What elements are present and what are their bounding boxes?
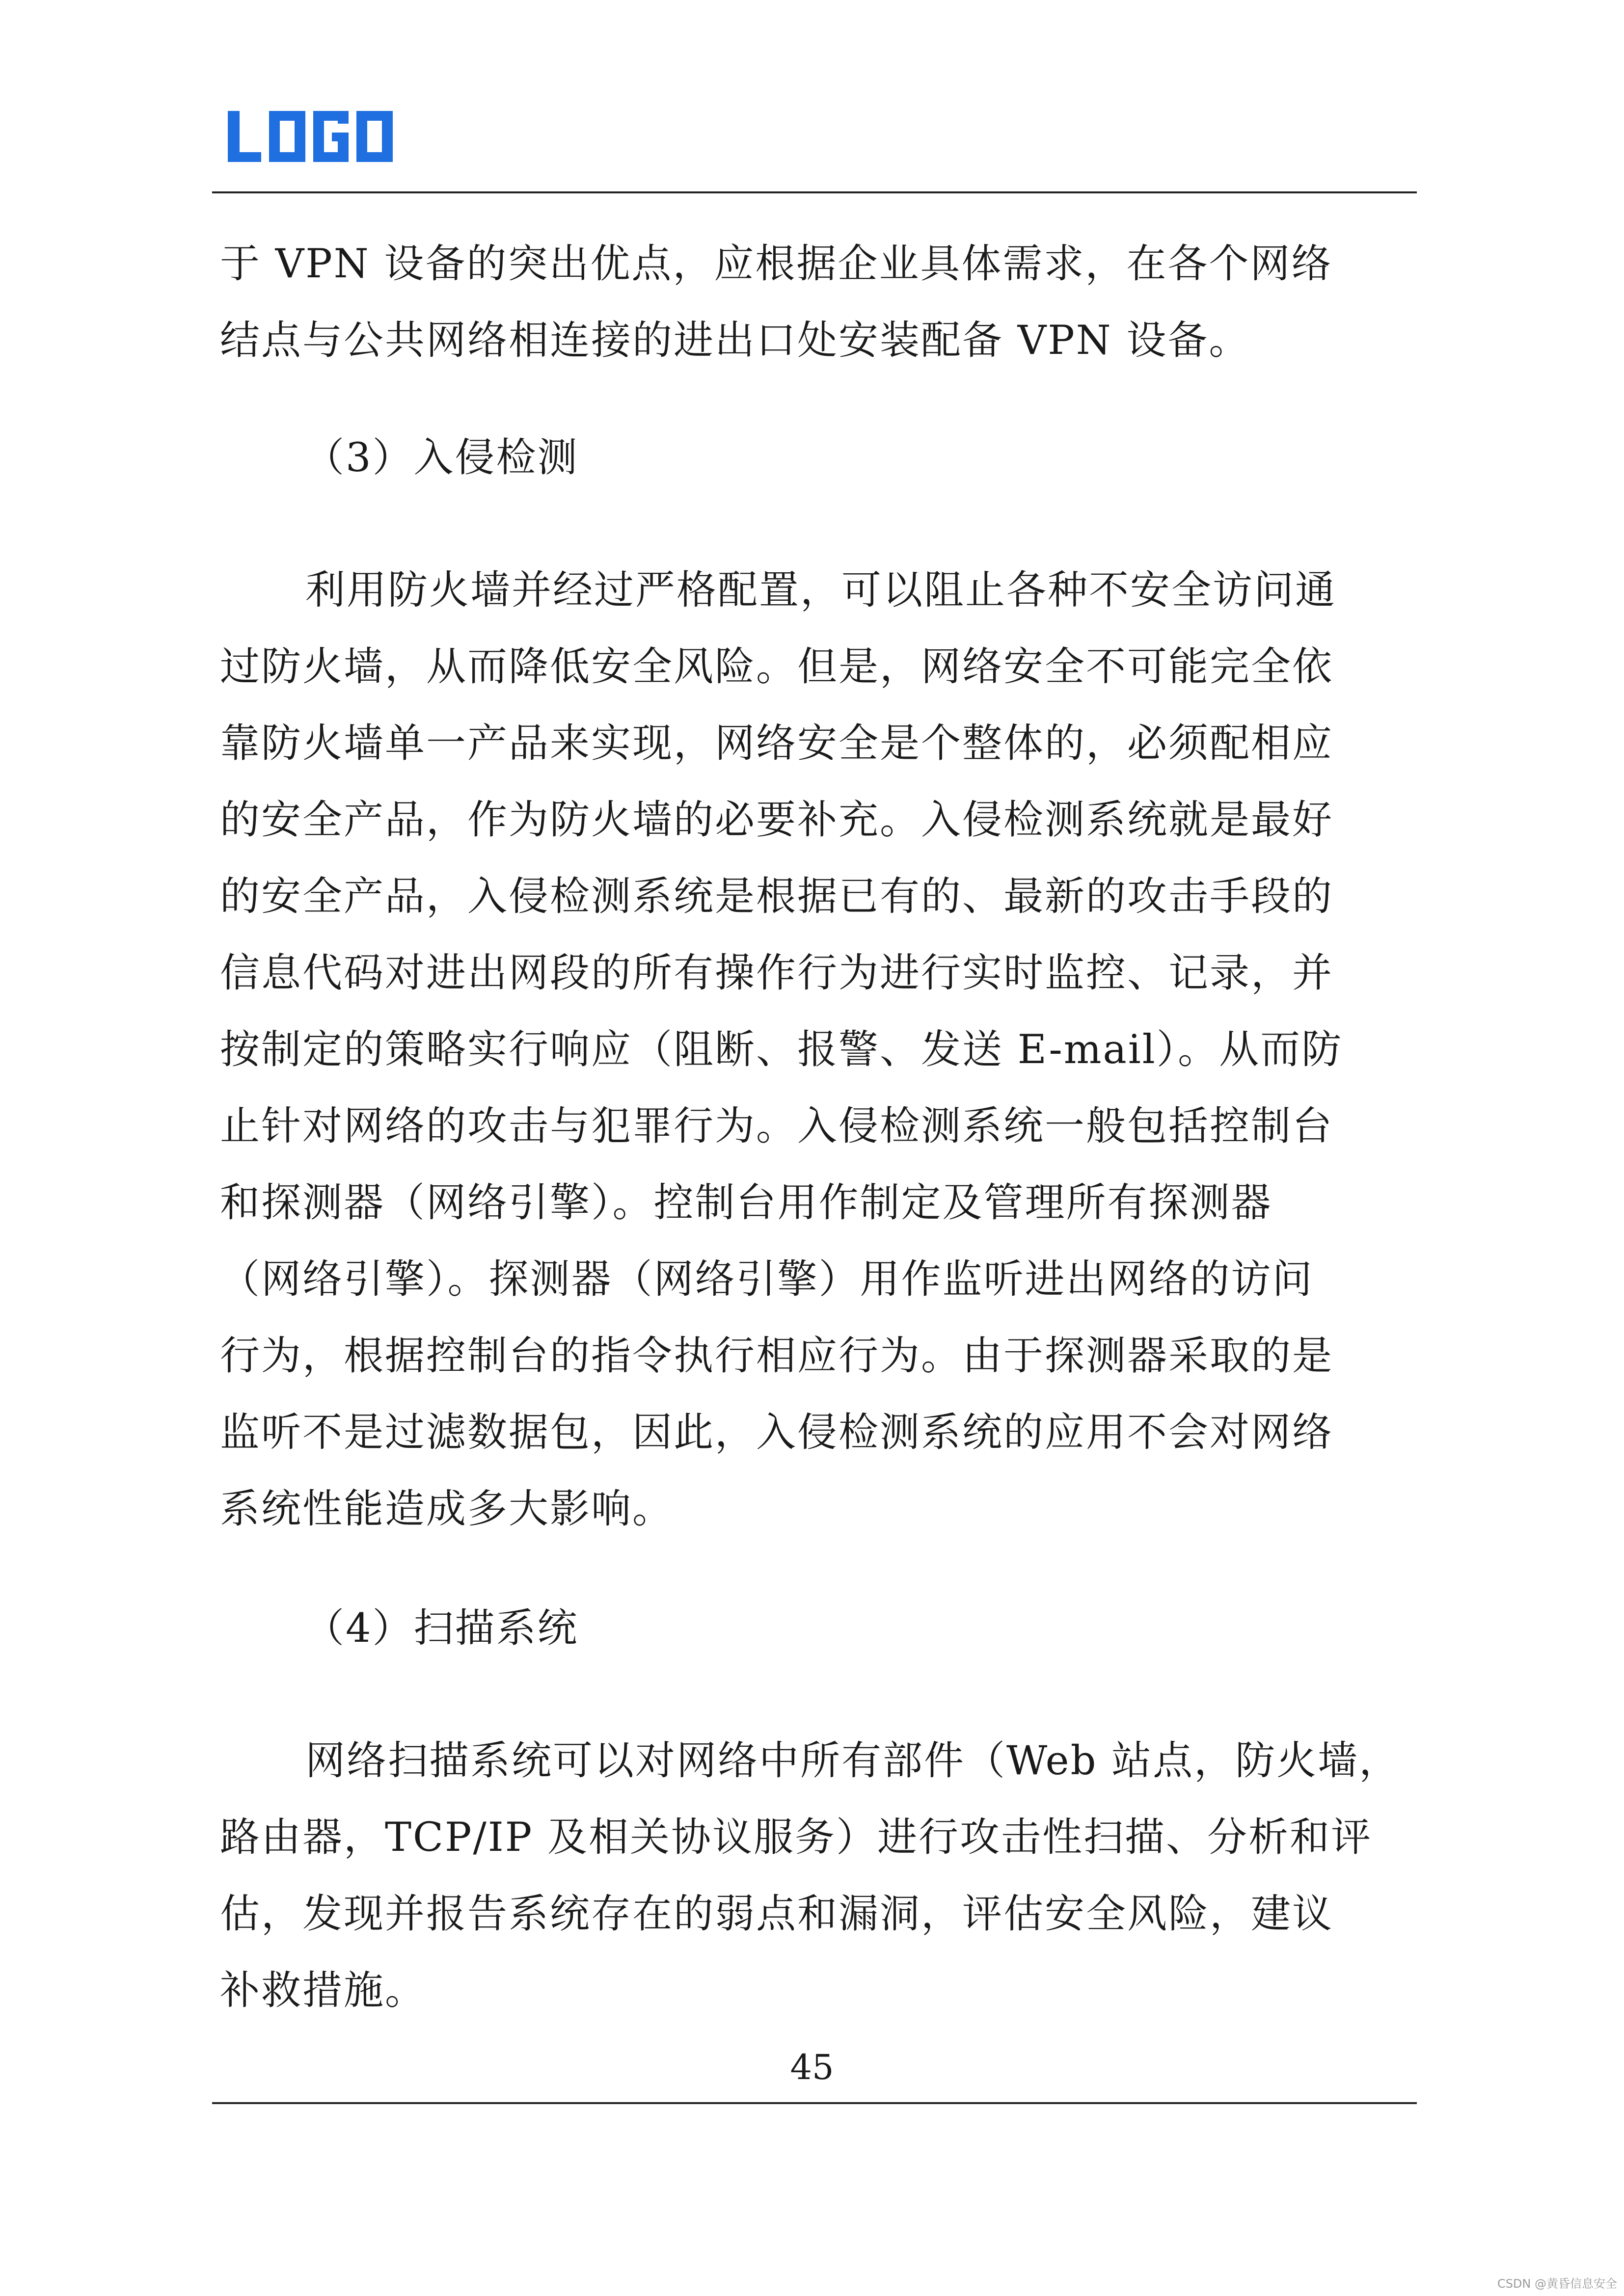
logo [227, 107, 394, 165]
text-line: 网络扫描系统可以对网络中所有部件（Web 站点，防火墙， [305, 1738, 1401, 1784]
text-line: 补救措施。 [220, 1968, 427, 2014]
text-line: 的安全产品，入侵检测系统是根据已有的、最新的攻击手段的 [220, 874, 1334, 920]
paragraph-intrusion-detection [220, 552, 1343, 1548]
text-line: 的安全产品，作为防火墙的必要补充。入侵检测系统就是最好 [220, 797, 1334, 843]
text-line: （网络引擎）。探测器（网络引擎）用作监听进出网络的访问 [220, 1256, 1314, 1303]
text-line: 利用防火墙并经过严格配置，可以阻止各种不安全访问通 [305, 567, 1337, 614]
text-line: 止针对网络的攻击与犯罪行为。入侵检测系统一般包括控制台 [220, 1103, 1334, 1149]
text-line: 信息代码对进出网段的所有操作行为进行实时监控、记录，并 [220, 950, 1334, 996]
watermark: CSDN @黄昏信息安全 [1497, 2277, 1617, 2291]
text-line: 行为，根据控制台的指令执行相应行为。由于探测器采取的是 [220, 1333, 1334, 1379]
header-rule [212, 191, 1417, 193]
text-line: 监听不是过滤数据包，因此，入侵检测系统的应用不会对网络 [220, 1410, 1334, 1456]
page-number: 45 [790, 2047, 834, 2087]
section-heading-scanning-system: （4）扫描系统 [304, 1605, 579, 1652]
text-line: 靠防火墙单一产品来实现，网络安全是个整体的，必须配相应 [220, 721, 1334, 767]
text-line: 按制定的策略实行响应（阻断、报警、发送 E-mail）。从而防 [220, 1027, 1343, 1073]
logo-mark [227, 107, 394, 165]
text-line: 路由器，TCP/IP 及相关协议服务）进行攻击性扫描、分析和评 [220, 1815, 1373, 1861]
paragraph-scanning-system [220, 1723, 1400, 2029]
text-line: 过防火墙，从而降低安全风险。但是，网络安全不可能完全依 [220, 644, 1334, 690]
text-line: 系统性能造成多大影响。 [220, 1486, 674, 1532]
footer-rule [212, 2102, 1417, 2104]
text-line: 于 VPN 设备的突出优点，应根据企业具体需求，在各个网络 [220, 241, 1333, 287]
text-line: 结点与公共网络相连接的进出口处安装配备 VPN 设备。 [220, 318, 1250, 364]
text-line: 估，发现并报告系统存在的弱点和漏洞，评估安全风险，建议 [220, 1891, 1334, 1937]
section-heading-intrusion-detection: （3）入侵检测 [304, 435, 579, 481]
paragraph-vpn [220, 226, 1332, 379]
text-line: 和探测器（网络引擎）。控制台用作制定及管理所有探测器 [220, 1180, 1272, 1226]
